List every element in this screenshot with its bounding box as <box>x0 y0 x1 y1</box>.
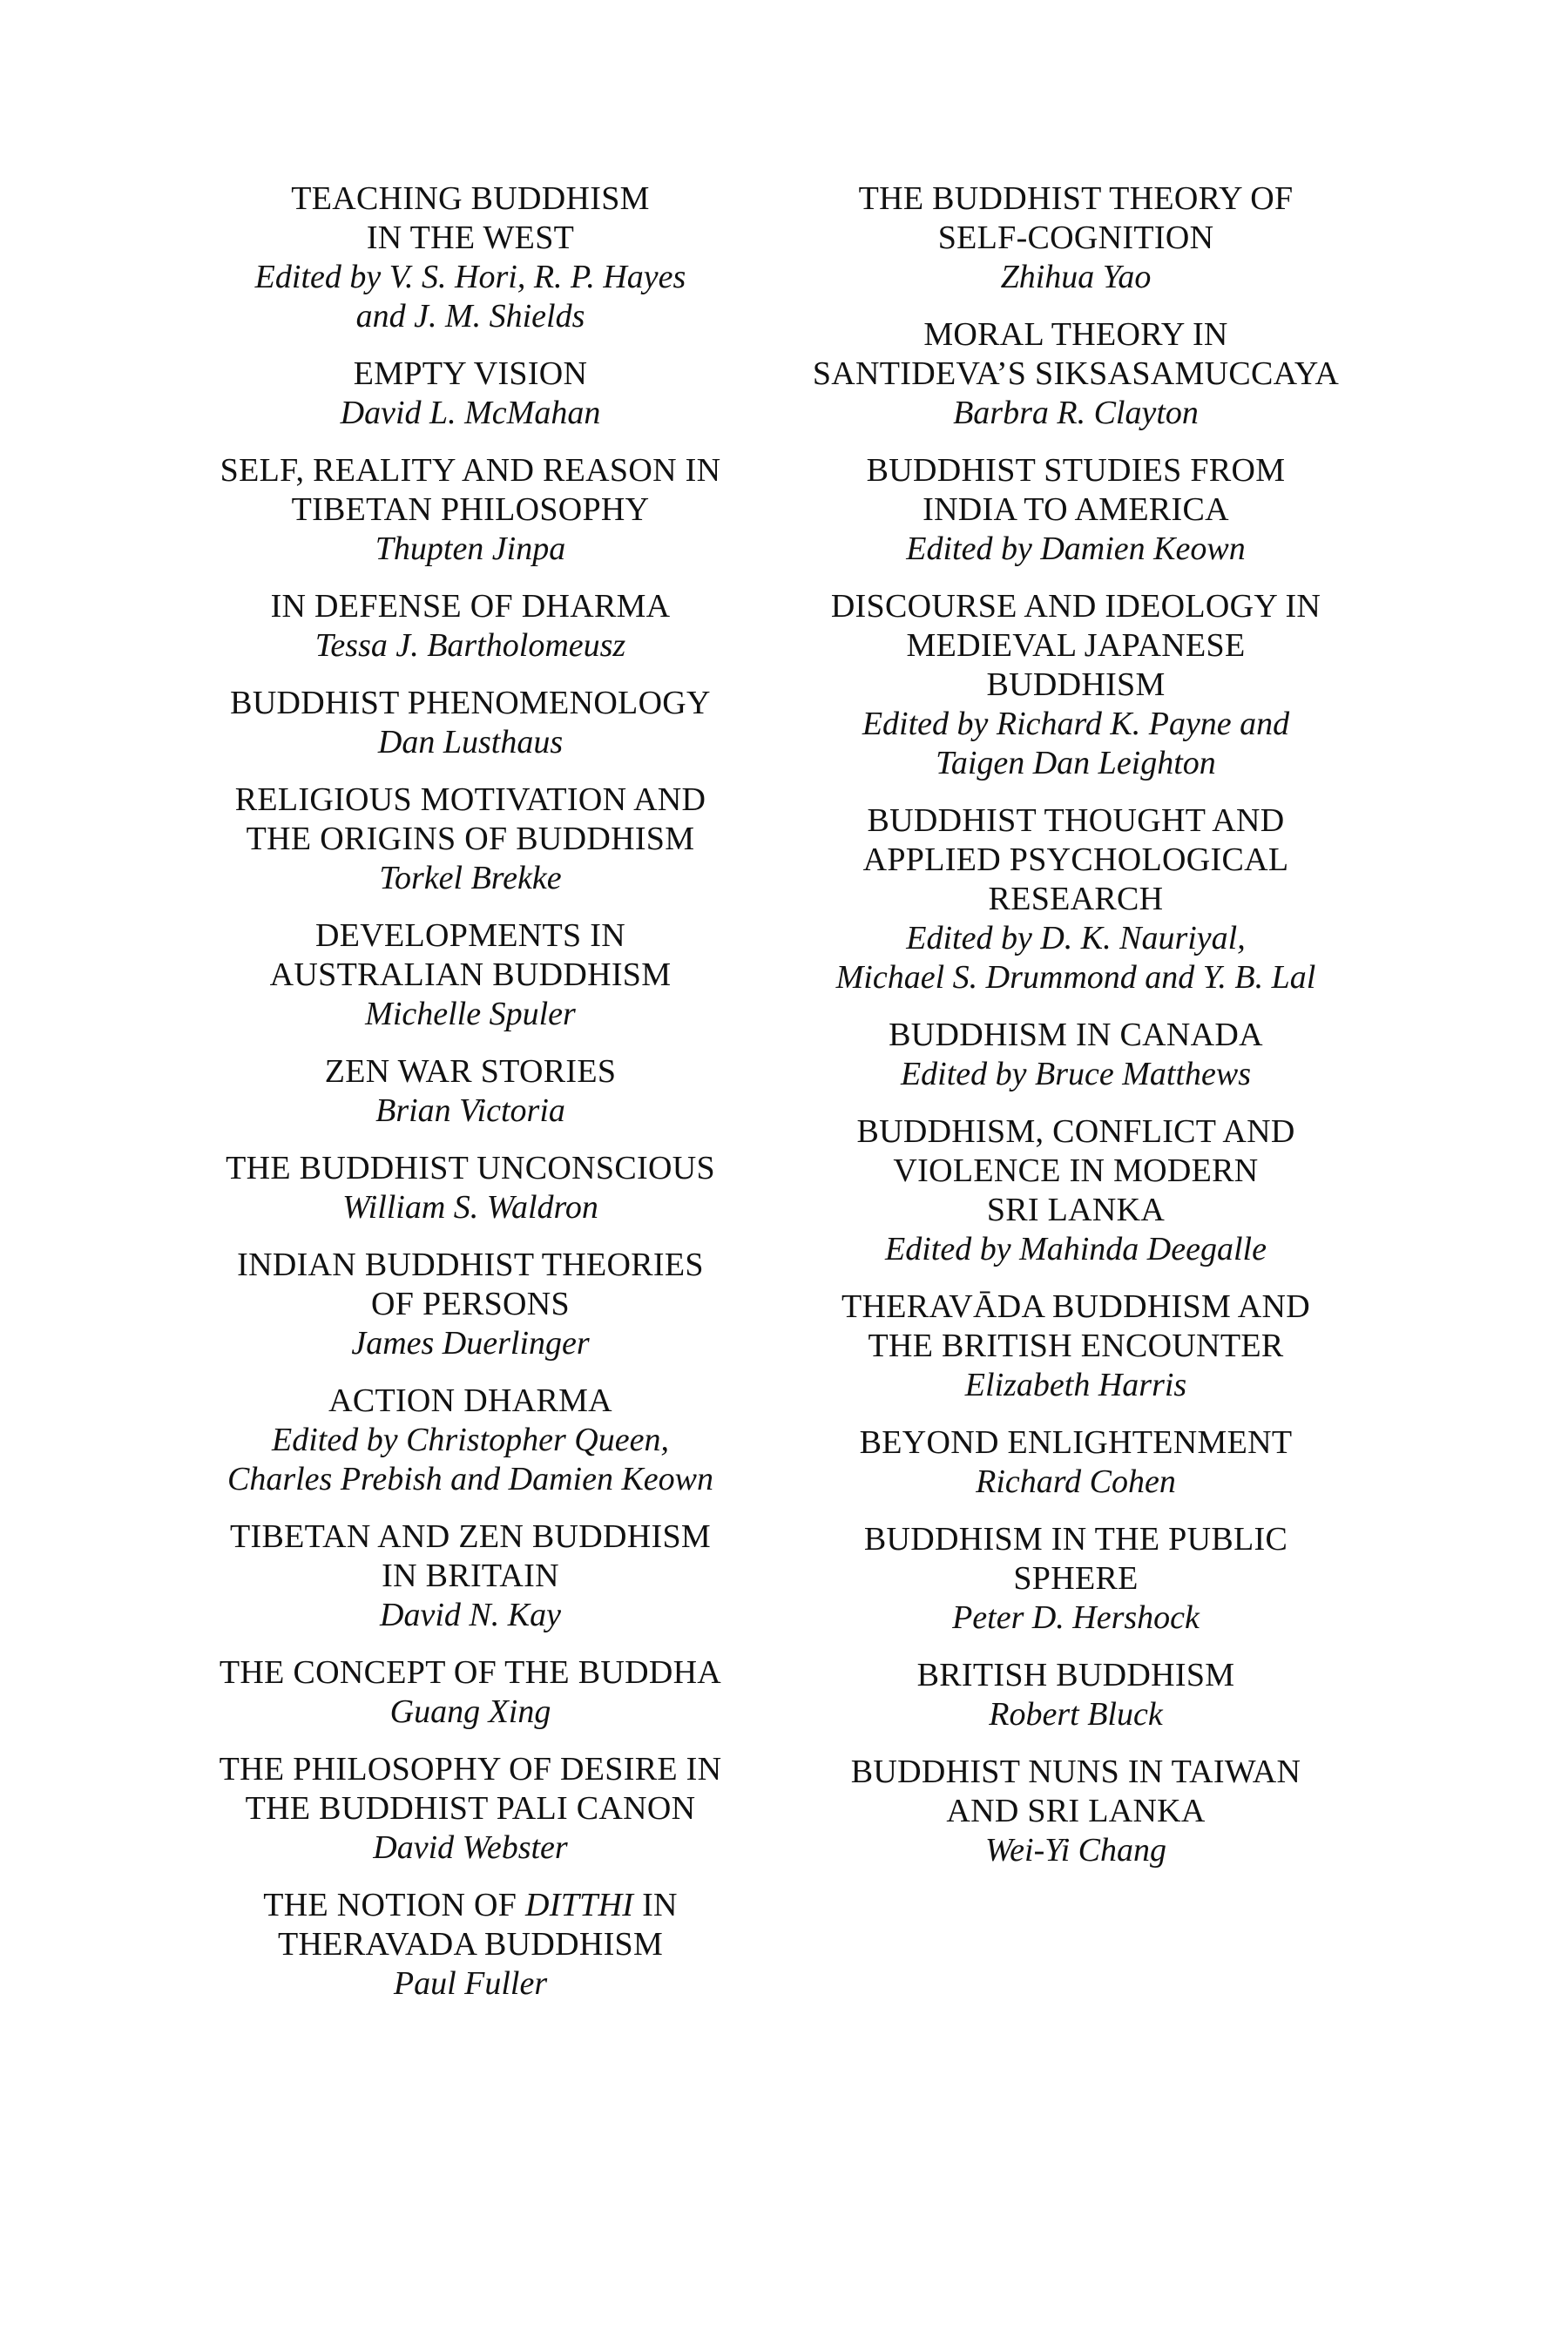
book-entry <box>788 587 1363 783</box>
book-title-line: EMPTY VISION <box>353 355 588 392</box>
book-title-line: IN THE WEST <box>366 220 575 256</box>
book-author-line: Barbra R. Clayton <box>953 395 1199 431</box>
book-entry <box>183 1052 758 1131</box>
book-title-line <box>183 1886 758 1925</box>
book-author-line: David N. Kay <box>380 1597 561 1633</box>
book-author-line: Edited by Damien Keown <box>906 531 1246 567</box>
book-title-line: THE BUDDHIST THEORY OF <box>858 180 1294 217</box>
book-title-line: SANTIDEVA’S SIKSASAMUCCAYA <box>812 355 1340 392</box>
book-title-line: VIOLENCE IN MODERN <box>893 1152 1259 1189</box>
book-author-line: Peter D. Hershock <box>952 1599 1200 1636</box>
book-entry <box>183 916 758 1034</box>
book-title-line: ACTION DHARMA <box>328 1382 612 1419</box>
book-author-line: Zhihua Yao <box>1000 259 1152 295</box>
book-author-line: William S. Waldron <box>342 1189 598 1226</box>
book-entry <box>788 1656 1363 1734</box>
book-author-line: David Webster <box>373 1829 568 1866</box>
book-author-line: Guang Xing <box>389 1693 551 1730</box>
book-entry <box>183 1750 758 1868</box>
book-author-line: James Duerlinger <box>351 1325 590 1362</box>
book-title-line: SRI LANKA <box>986 1192 1166 1228</box>
book-title-line: BUDDHISM IN CANADA <box>889 1017 1263 1053</box>
book-author-line: Michelle Spuler <box>365 996 576 1032</box>
book-entry <box>183 587 758 666</box>
book-entry <box>788 1112 1363 1269</box>
book-entry <box>183 781 758 898</box>
book-title-line: THERAVĀDA BUDDHISM AND <box>841 1288 1310 1325</box>
book-entry <box>788 1753 1363 1870</box>
book-title-line: INDIAN BUDDHIST THEORIES <box>237 1247 704 1283</box>
book-author-line: Michael S. Drummond and Y. B. Lal <box>835 959 1316 996</box>
book-title-line: THE BRITISH ENCOUNTER <box>868 1328 1284 1364</box>
book-title-line: SELF-COGNITION <box>937 220 1214 256</box>
book-title-line: THE CONCEPT OF THE BUDDHA <box>219 1654 722 1691</box>
book-title-line: IN DEFENSE OF DHARMA <box>270 588 671 625</box>
book-entry <box>788 179 1363 297</box>
book-entry <box>183 1886 758 2004</box>
book-entry <box>788 315 1363 433</box>
book-author-line: Charles Prebish and Damien Keown <box>226 1461 713 1497</box>
book-entry <box>183 1517 758 1635</box>
book-author-line: Edited by V. S. Hori, R. P. Hayes <box>254 259 686 295</box>
book-title-line: APPLIED PSYCHOLOGICAL <box>862 841 1289 878</box>
book-entry <box>183 1149 758 1227</box>
book-title-line: INDIA TO AMERICA <box>923 491 1229 528</box>
book-author-line: Elizabeth Harris <box>964 1367 1187 1403</box>
book-entry <box>183 1382 758 1499</box>
book-title-line: TEACHING BUDDHISM <box>291 180 650 217</box>
book-title-line: OF PERSONS <box>371 1286 570 1322</box>
book-author-line: Robert Bluck <box>989 1696 1163 1733</box>
book-title-line: IN BRITAIN <box>382 1558 559 1594</box>
book-title-line: THERAVADA BUDDHISM <box>277 1926 664 1963</box>
book-title-line: MEDIEVAL JAPANESE <box>906 627 1246 664</box>
book-title-line: BRITISH BUDDHISM <box>916 1657 1235 1693</box>
book-title-line: BUDDHISM <box>986 666 1166 703</box>
book-author-line: Paul Fuller <box>393 1965 548 2002</box>
book-title-line: SELF, REALITY AND REASON IN <box>220 452 721 489</box>
book-title-line: BUDDHISM, CONFLICT AND <box>856 1113 1295 1150</box>
book-title-line: DEVELOPMENTS IN <box>315 917 625 954</box>
book-entry <box>788 1423 1363 1502</box>
book-author-line: Taigen Dan Leighton <box>936 745 1216 781</box>
book-entry <box>183 451 758 569</box>
book-author-line: Wei-Yi Chang <box>985 1832 1166 1869</box>
book-title-line: SPHERE <box>1013 1560 1139 1597</box>
book-entry <box>788 451 1363 569</box>
book-title-line: DISCOURSE AND IDEOLOGY IN <box>830 588 1321 625</box>
book-title-line: RESEARCH <box>988 881 1164 917</box>
book-title-line: RELIGIOUS MOTIVATION AND <box>234 781 706 818</box>
book-author-line: Brian Victoria <box>375 1092 565 1129</box>
book-title-italic-term: DITTHI <box>525 1887 634 1923</box>
book-title-line: ZEN WAR STORIES <box>324 1053 617 1090</box>
book-author-line: Edited by Bruce Matthews <box>900 1056 1252 1092</box>
book-entry <box>788 1520 1363 1638</box>
book-title-line: BUDDHIST STUDIES FROM <box>866 452 1286 489</box>
right-column <box>788 179 1363 1889</box>
book-author-line: Edited by Mahinda Deegalle <box>885 1231 1267 1267</box>
book-title-line: MORAL THEORY IN <box>923 316 1228 353</box>
book-title-line: BUDDHIST THOUGHT AND <box>867 802 1285 839</box>
book-title-line: THE BUDDHIST PALI CANON <box>245 1790 696 1827</box>
book-author-line: and J. M. Shields <box>355 298 585 335</box>
book-entry <box>183 1246 758 1363</box>
book-author-line: Edited by Christopher Queen, <box>272 1422 669 1458</box>
book-title-line: BUDDHISM IN THE PUBLIC <box>863 1521 1288 1558</box>
book-title-line: BUDDHIST PHENOMENOLOGY <box>230 685 711 721</box>
book-entry <box>183 179 758 336</box>
book-title-line: THE PHILOSOPHY OF DESIRE IN <box>219 1751 722 1788</box>
book-title-line: TIBETAN AND ZEN BUDDHISM <box>230 1518 711 1555</box>
book-title-line: BUDDHIST NUNS IN TAIWAN <box>850 1754 1301 1790</box>
book-author-line: Torkel Brekke <box>379 860 562 896</box>
book-entry <box>183 355 758 433</box>
book-author-line: Edited by Richard K. Payne and <box>862 706 1290 742</box>
book-entry <box>788 1016 1363 1094</box>
book-title-line: TIBETAN PHILOSOPHY <box>291 491 650 528</box>
book-title-line: AUSTRALIAN BUDDHISM <box>269 956 672 993</box>
book-title-text: THE NOTION OF <box>263 1887 525 1923</box>
book-title-line: THE ORIGINS OF BUDDHISM <box>246 821 695 857</box>
book-author-line: Thupten Jinpa <box>375 531 566 567</box>
book-author-line: Dan Lusthaus <box>377 724 564 760</box>
book-entry <box>183 684 758 762</box>
book-author-line: David L. McMahan <box>340 395 601 431</box>
book-title-line: THE BUDDHIST UNCONSCIOUS <box>226 1150 715 1186</box>
book-author-line: Tessa J. Bartholomeusz <box>314 627 626 664</box>
left-column <box>183 179 758 2022</box>
book-title-line: BEYOND ENLIGHTENMENT <box>859 1424 1293 1461</box>
book-entry <box>788 1288 1363 1405</box>
book-entry <box>183 1653 758 1732</box>
book-entry <box>788 801 1363 997</box>
book-title-text: IN <box>633 1887 678 1923</box>
book-title-line: AND SRI LANKA <box>946 1793 1206 1829</box>
book-author-line: Edited by D. K. Nauriyal, <box>906 920 1246 956</box>
book-author-line: Richard Cohen <box>976 1463 1176 1500</box>
